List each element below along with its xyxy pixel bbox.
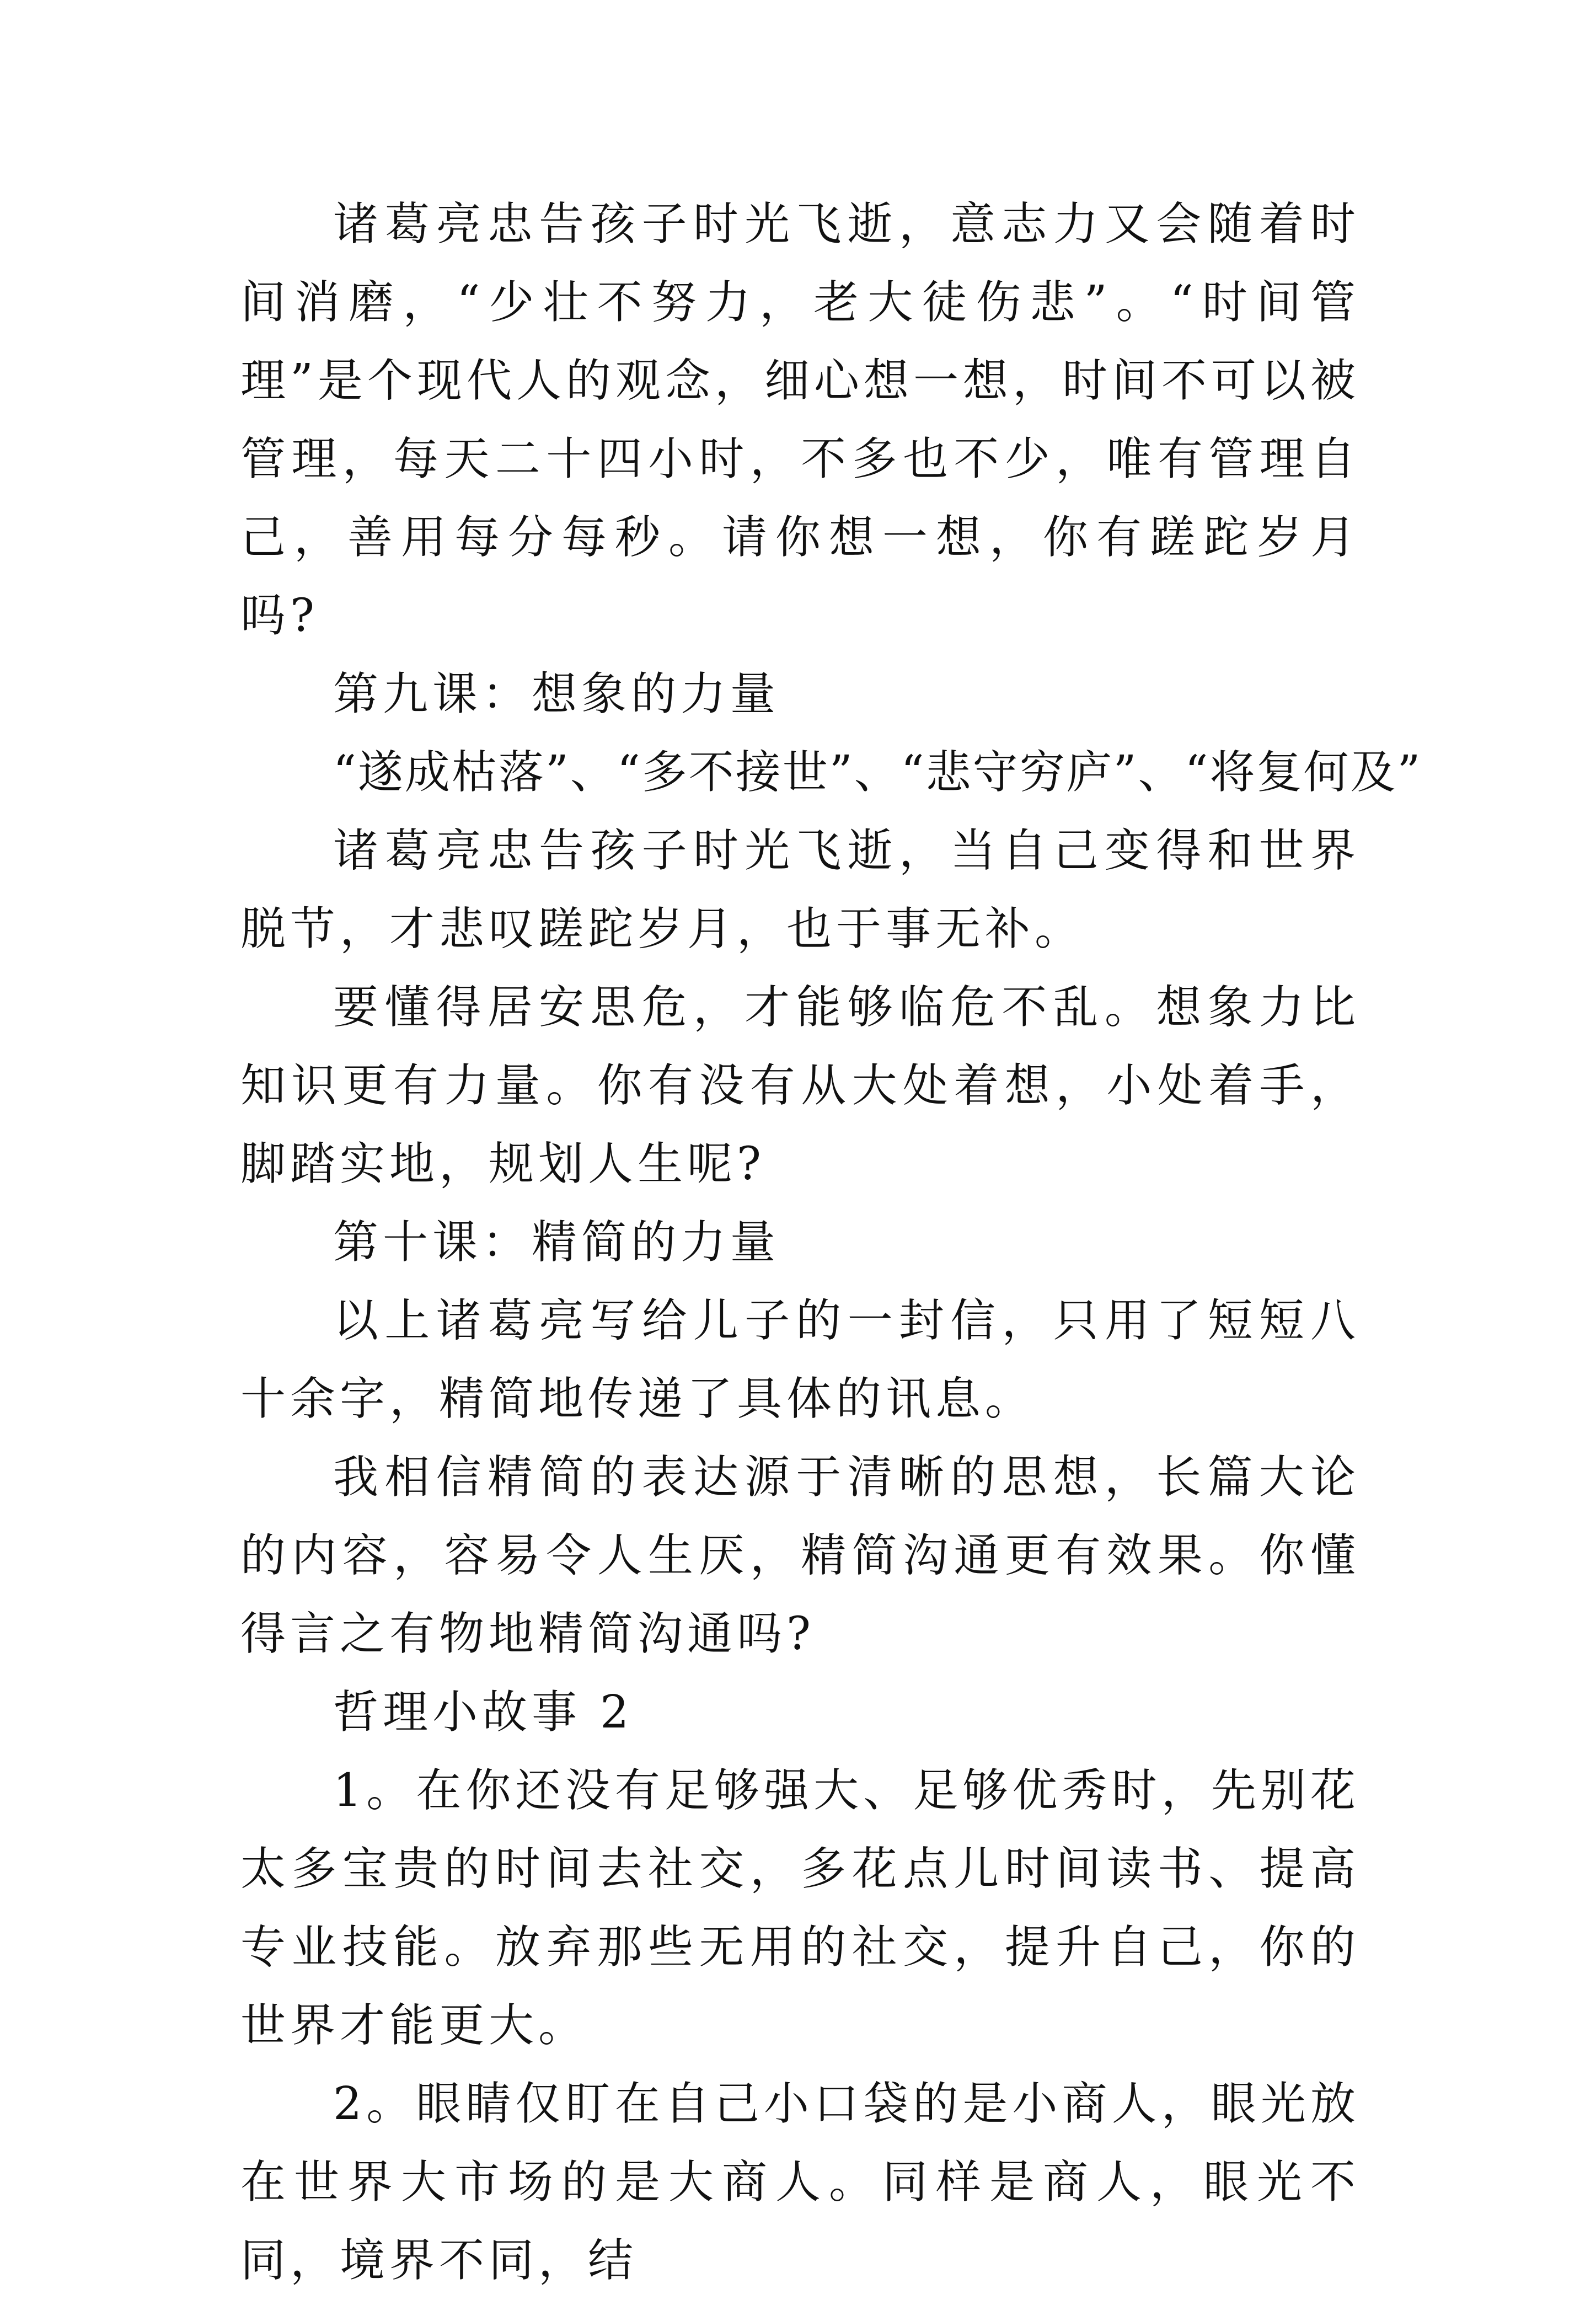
story-point-2: 2。眼睛仅盯在自己小口袋的是小商人，眼光放在世界大市场的是大商人。同样是商人，眼光不同，境界不同，结	[240, 2078, 1360, 2287]
paragraph-disconnected-world: 诸葛亮忠告孩子时光飞逝，当自己变得和世界脱节，才悲叹蹉跎岁月，也于事无补。	[240, 825, 1360, 955]
quoted-phrases: “遂成枯落”、“多不接世”、“悲守穷庐”、“将复何及”	[333, 746, 1422, 799]
paragraph-imagination: 要懂得居安思危，才能够临危不乱。想象力比知识更有力量。你有没有从大处着想，小处着手，脚踏实地，规划人生呢?	[240, 981, 1360, 1190]
paragraph-concise-communication: 我相信精简的表达源于清晰的思想，长篇大论的内容，容易令人生厌，精简沟通更有效果。你懂得言之有物地精简沟通吗?	[240, 1451, 1360, 1660]
document-body	[240, 185, 1422, 2300]
paragraph-time-management: 诸葛亮忠告孩子时光飞逝，意志力又会随着时间消磨，“少壮不努力，老大徒伤悲”。“时间管理”是个现代人的观念，细心想一想，时间不可以被管理，每天二十四小时，不多也不少，唯有管理自己，善用每分每秒。请你想一想，你有蹉跎岁月吗?	[240, 198, 1360, 642]
story-point-1: 1。在你还没有足够强大、足够优秀时，先别花太多宝贵的时间去社交，多花点儿时间读书、提高专业技能。放弃那些无用的社交，提升自己，你的世界才能更大。	[240, 1764, 1360, 2052]
lesson-10-heading: 第十课：精简的力量	[333, 1216, 780, 1269]
paragraph-letter: 以上诸葛亮写给儿子的一封信，只用了短短八十余字，精简地传递了具体的讯息。	[240, 1295, 1360, 1425]
story-heading: 哲理小故事 2	[333, 1686, 634, 1739]
lesson-9-heading: 第九课：想象的力量	[333, 668, 780, 720]
